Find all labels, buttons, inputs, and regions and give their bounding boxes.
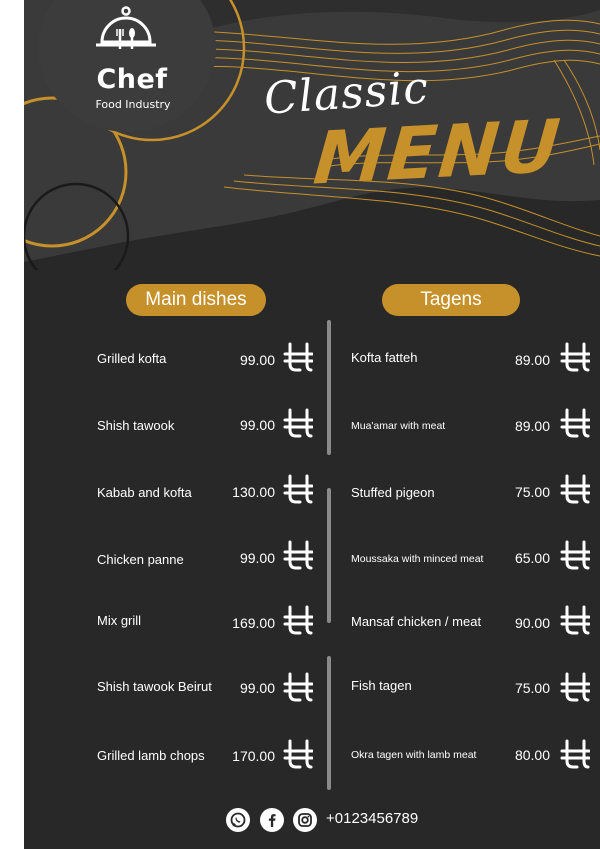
egyptian-pound-icon xyxy=(560,406,590,440)
menu-item-price: 99.00 xyxy=(239,680,275,696)
menu-item-name: Shish tawook Beirut xyxy=(97,679,212,694)
menu-item-price: 89.00 xyxy=(514,352,550,368)
egyptian-pound-icon xyxy=(283,603,313,637)
menu-item-price: 99.00 xyxy=(239,352,275,368)
egyptian-pound-icon xyxy=(560,603,590,637)
egyptian-pound-icon xyxy=(283,538,313,572)
menu-item-name: Chicken panne xyxy=(97,552,184,567)
menu-item-name: Kabab and kofta xyxy=(97,485,192,500)
brand-subtitle: Food Industry xyxy=(95,98,171,111)
menu-item-name: Mix grill xyxy=(97,613,142,628)
column-divider xyxy=(327,656,331,790)
whatsapp-icon[interactable] xyxy=(226,808,250,832)
egyptian-pound-icon xyxy=(560,670,590,704)
menu-card xyxy=(24,0,600,849)
menu-item-price: 90.00 xyxy=(514,615,550,631)
title-script: Classic xyxy=(262,62,431,125)
egyptian-pound-icon xyxy=(283,472,313,506)
egyptian-pound-icon xyxy=(283,406,313,440)
column-divider xyxy=(327,320,331,455)
menu-item-price: 130.00 xyxy=(232,484,275,500)
menu-item-name: Kofta fatteh xyxy=(351,350,418,365)
section-title-tagens: Tagens xyxy=(382,284,520,316)
facebook-icon[interactable] xyxy=(260,808,284,832)
egyptian-pound-icon xyxy=(560,737,590,771)
instagram-icon[interactable] xyxy=(293,808,317,832)
egyptian-pound-icon xyxy=(283,737,313,771)
egyptian-pound-icon xyxy=(283,340,313,374)
egyptian-pound-icon xyxy=(560,538,590,572)
menu-item-price: 75.00 xyxy=(514,484,550,500)
menu-item-price: 89.00 xyxy=(514,418,550,434)
section-title-main-dishes: Main dishes xyxy=(126,284,266,316)
menu-item-name: Mansaf chicken / meat xyxy=(351,614,482,629)
menu-item-name: Moussaka with minced meat xyxy=(351,553,484,565)
egyptian-pound-icon xyxy=(560,472,590,506)
egyptian-pound-icon xyxy=(283,670,313,704)
phone-number: +0123456789 xyxy=(326,810,419,827)
menu-item-price: 80.00 xyxy=(514,747,550,763)
column-divider xyxy=(327,488,331,623)
menu-item-name: Grilled kofta xyxy=(97,351,167,366)
cloche-icon xyxy=(94,4,158,60)
menu-item-name: Stuffed pigeon xyxy=(351,485,435,500)
menu-item-price: 65.00 xyxy=(514,550,550,566)
menu-item-price: 99.00 xyxy=(239,550,275,566)
menu-item-name: Shish tawook xyxy=(97,418,175,433)
menu-item-name: Okra tagen with lamb meat xyxy=(351,749,477,761)
title-menu: MENU xyxy=(310,103,566,201)
egyptian-pound-icon xyxy=(560,340,590,374)
menu-item-price: 170.00 xyxy=(232,748,275,764)
menu-item-name: Mua'amar with meat xyxy=(351,420,446,432)
menu-item-price: 169.00 xyxy=(232,615,275,631)
menu-item-name: Grilled lamb chops xyxy=(97,748,205,763)
menu-item-price: 99.00 xyxy=(239,417,275,433)
menu-item-price: 75.00 xyxy=(514,680,550,696)
brand-name: Chef xyxy=(96,64,168,95)
menu-item-name: Fish tagen xyxy=(351,678,412,693)
